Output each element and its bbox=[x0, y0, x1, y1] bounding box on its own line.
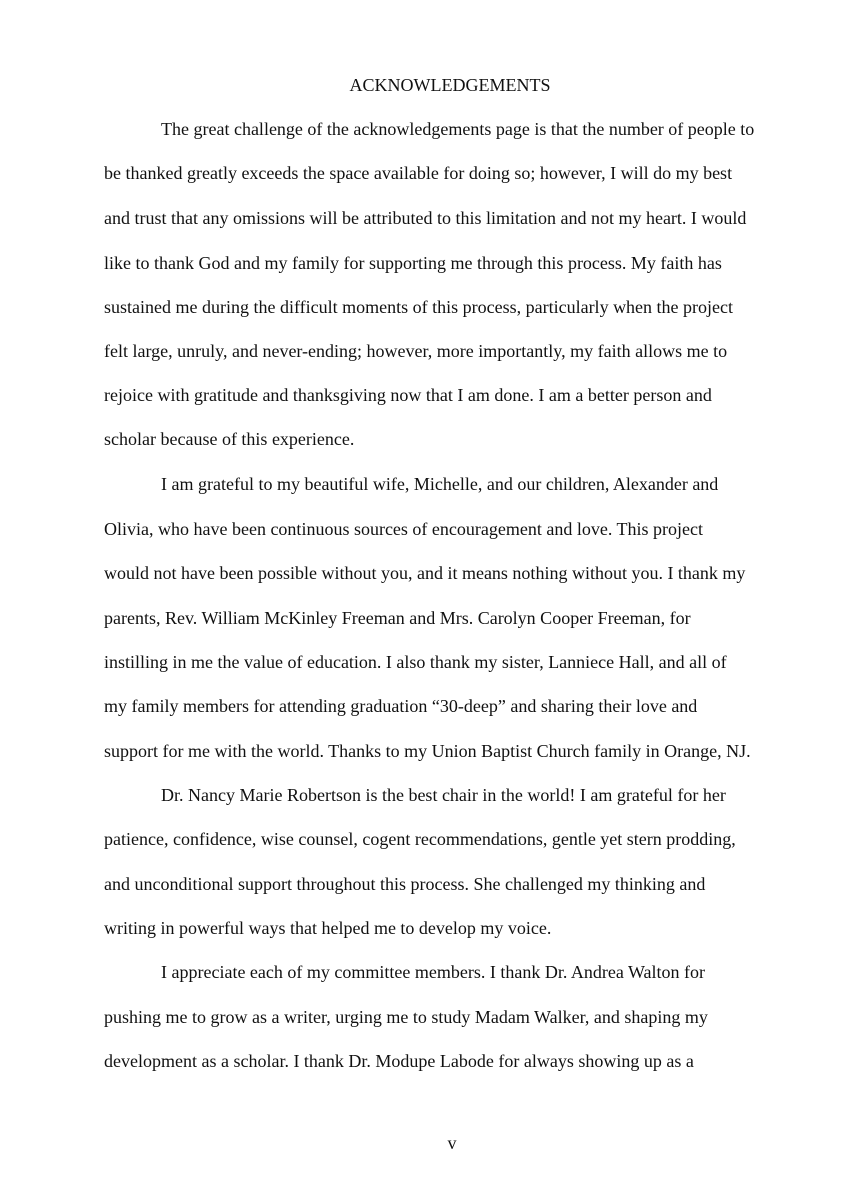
page-number: v bbox=[447, 1133, 457, 1153]
paragraph-4-line-1: I appreciate each of my committee members. I thank Dr. Andrea Walton for bbox=[161, 962, 706, 982]
paragraph-2-line-1: I am grateful to my beautiful wife, Michelle, and our children, Alexander and bbox=[161, 474, 719, 494]
paragraph-1-line-6: felt large, unruly, and never-ending; however, more importantly, my faith allows me to bbox=[104, 341, 728, 361]
paragraph-1-line-4: like to thank God and my family for supporting me through this process. My faith has bbox=[104, 253, 722, 273]
paragraph-2-line-4: parents, Rev. William McKinley Freeman and Mrs. Carolyn Cooper Freeman, for bbox=[104, 608, 691, 628]
paragraph-4-line-2: pushing me to grow as a writer, urging me to study Madam Walker, and shaping my bbox=[104, 1007, 708, 1027]
paragraph-2-line-7: support for me with the world. Thanks to my Union Baptist Church family in Orange, NJ. bbox=[104, 741, 751, 761]
paragraph-1-line-5: sustained me during the difficult moments of this process, particularly when the project bbox=[104, 297, 734, 317]
paragraph-1-line-3: and trust that any omissions will be attributed to this limitation and not my heart. I would bbox=[104, 208, 747, 228]
paragraph-3-line-3: and unconditional support throughout this process. She challenged my thinking and bbox=[104, 874, 706, 894]
paragraph-2-line-2: Olivia, who have been continuous sources of encouragement and love. This project bbox=[104, 519, 703, 539]
paragraph-2-line-6: my family members for attending graduation “30-deep” and sharing their love and bbox=[104, 696, 698, 716]
paragraph-2-line-3: would not have been possible without you, and it means nothing without you. I thank my bbox=[104, 563, 746, 583]
paragraph-1-line-7: rejoice with gratitude and thanksgiving now that I am done. I am a better person and bbox=[104, 385, 712, 405]
paragraph-3-line-2: patience, confidence, wise counsel, cogent recommendations, gentle yet stern prodding, bbox=[104, 829, 736, 849]
page-title: ACKNOWLEDGEMENTS bbox=[349, 75, 551, 95]
paragraph-4-line-3: development as a scholar. I thank Dr. Modupe Labode for always showing up as a bbox=[104, 1051, 694, 1071]
paragraph-1-line-2: be thanked greatly exceeds the space available for doing so; however, I will do my best bbox=[104, 163, 733, 183]
paragraph-2-line-5: instilling in me the value of education. I also thank my sister, Lanniece Hall, and all of bbox=[104, 652, 727, 672]
paragraph-3-line-4: writing in powerful ways that helped me to develop my voice. bbox=[104, 918, 552, 938]
paragraph-1-line-8: scholar because of this experience. bbox=[104, 429, 355, 449]
paragraph-3-line-1: Dr. Nancy Marie Robertson is the best chair in the world! I am grateful for her bbox=[161, 785, 726, 805]
paragraph-1-line-1: The great challenge of the acknowledgements page is that the number of people to bbox=[161, 119, 755, 139]
